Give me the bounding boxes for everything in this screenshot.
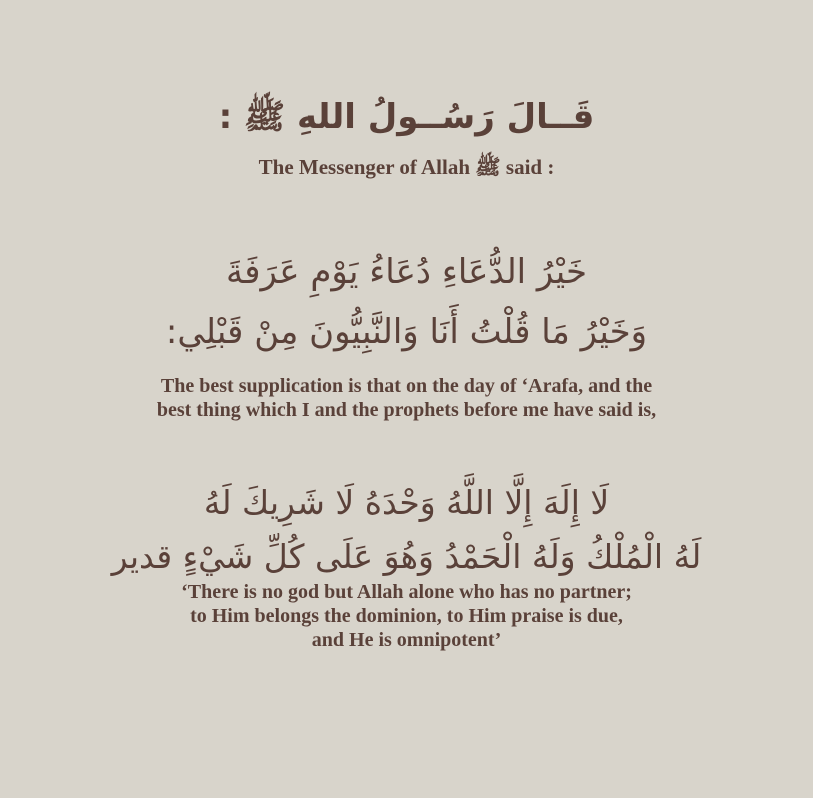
english-heading: The Messenger of Allah ﷺ said : [258,155,555,179]
dhikr-arabic-line: لَهُ الْمُلْكُ وَلَهُ الْحَمْدُ وَهُوَ عَلَى كُلِّ شَيْءٍ قدير [111,537,702,576]
dhikr-translation-line: and He is omnipotent’ [311,629,502,651]
dhikr-translation [0,580,813,652]
hadith-translation-line: The best supplication is that on the day of ‘Arafa, and the [160,375,653,397]
arabic-heading: قَــالَ رَسُــولُ اللهِ ﷺ : [218,97,595,137]
dhikr-arabic-line: لَا إِلَهَ إِلَّا اللَّهُ وَحْدَهُ لَا شَرِيكَ لَهُ [203,483,610,522]
dhikr-translation-line: ‘There is no god but Allah alone who has no partner; [181,581,632,603]
dhikr-translation-line: to Him belongs the dominion, to Him praise is due, [190,605,623,627]
dhikr-arabic [0,476,813,584]
hadith-arabic-line: وَخَيْرُ مَا قُلْتُ أَنَا وَالنَّبِيُّونَ مِنْ قَبْلِي: [165,312,648,352]
hadith-translation [0,374,813,422]
hadith-translation-line: best thing which I and the prophets before me have said is, [156,399,657,421]
hadith-arabic-line: خَيْرُ الدُّعَاءِ دُعَاءُ يَوْمِ عَرَفَةَ [226,252,587,292]
hadith-arabic [0,242,813,362]
